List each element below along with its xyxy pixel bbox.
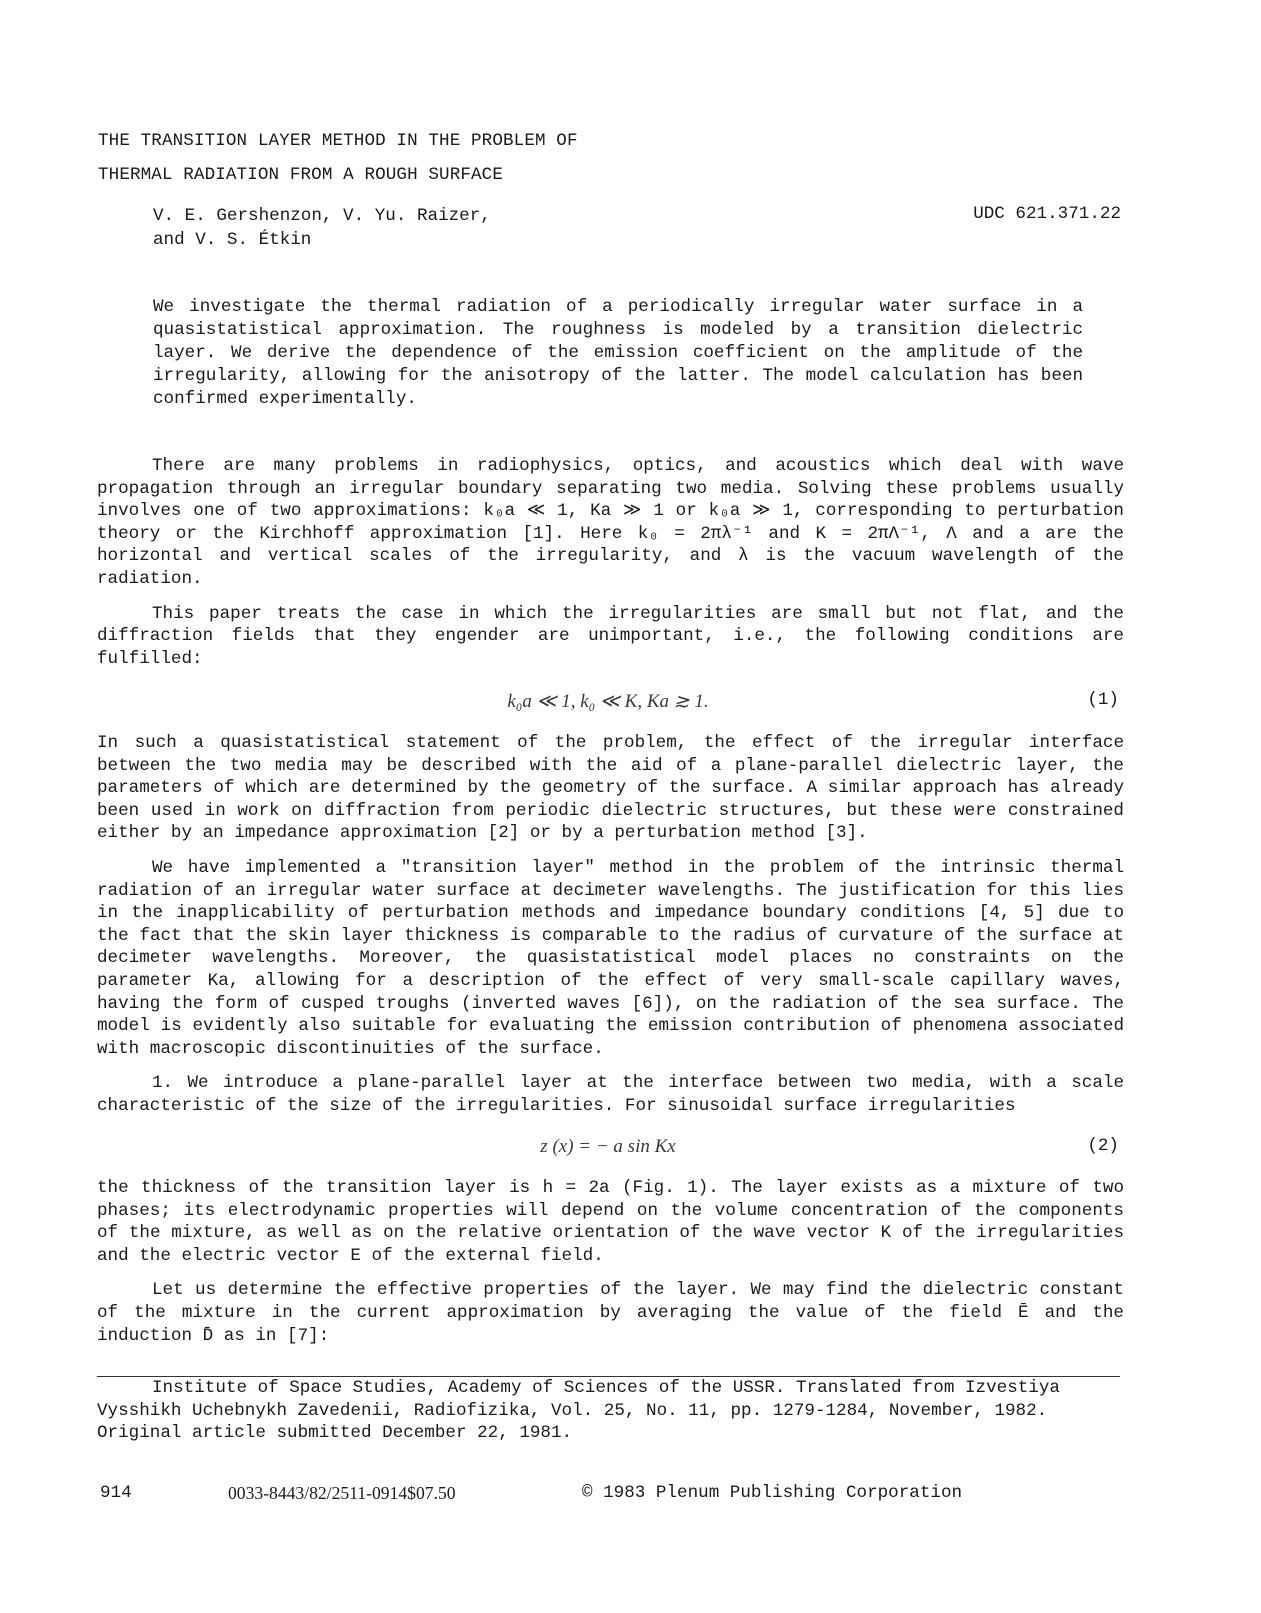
paragraph-scope: This paper treats the case in which the irregularities are small but not flat, and the diffraction fields that they engender are unimportant, i.e., the following conditions are fulfilled: bbox=[97, 603, 1124, 669]
body-section-layer bbox=[97, 1177, 1124, 1347]
paragraph-intro: There are many problems in radiophysics, optics, and acoustics which deal with wave propagation through an irregular boundary separating two media. Solving these problems usually involves one of two approximations: k₀a ≪ 1, Ka ≫ 1 or k₀a ≫ 1, corresponding to perturbation theory or the Kirchhoff approximation [1]. Here k₀ = 2πλ⁻¹ and K = 2πΛ⁻¹, Λ and a are the horizontal and vertical scales of the irregularity, and λ is the vacuum wavelength of the radiation. bbox=[97, 456, 1124, 589]
paragraph-effective-properties: Let us determine the effective properties of the layer. We may find the dielectric constant of the mixture in the current approximation by averaging the value of the field Ē and the induction D̄ as in [7]: bbox=[97, 1280, 1124, 1346]
footnote bbox=[97, 1377, 1124, 1445]
equation-2-number: (2) bbox=[1087, 1136, 1119, 1156]
equation-2-formula: z (x) = − a sin Kx bbox=[540, 1136, 676, 1157]
body-section-intro bbox=[97, 455, 1124, 670]
page-number: 914 bbox=[100, 1483, 132, 1503]
copyright-notice: © 1983 Plenum Publishing Corporation bbox=[582, 1483, 963, 1503]
udc-code: UDC 621.371.22 bbox=[973, 204, 1121, 224]
title-line-2: THERMAL RADIATION FROM A ROUGH SURFACE bbox=[98, 165, 504, 185]
equation-1-number: (1) bbox=[1087, 690, 1119, 710]
equation-1 bbox=[97, 690, 1119, 718]
title-line-1: THE TRANSITION LAYER METHOD IN THE PROBLEM OF bbox=[98, 131, 578, 151]
abstract: We investigate the thermal radiation of a periodically irregular water surface in a quasistatistical approximation. The roughness is modeled by a transition dielectric layer. We derive the dependence of the emission coefficient on the amplitude of the irregularity, allowing for the anisotropy of the latter. The model calculation has been confirmed experimentally. bbox=[153, 297, 1083, 409]
authors-line-2: and V. S. Étkin bbox=[153, 230, 312, 250]
paper-title bbox=[98, 124, 578, 192]
equation-1-formula: k₀a ≪ 1, k₀ ≪ K, Ka ≳ 1. bbox=[507, 691, 709, 712]
equation-2 bbox=[97, 1136, 1119, 1164]
authors-line-1: V. E. Gershenzon, V. Yu. Raizer, bbox=[153, 206, 491, 226]
publication-code: 0033-8443/82/2511-0914$07.50 bbox=[228, 1483, 456, 1503]
body-section-method bbox=[97, 732, 1124, 1118]
paragraph-section-1: 1. We introduce a plane-parallel layer at the interface between two media, with a scale characteristic of the size of the irregularities. For sinusoidal surface irregularities bbox=[97, 1073, 1124, 1116]
paragraph-implementation: We have implemented a "transition layer" method in the problem of the intrinsic thermal radiation of an irregular water surface at decimeter wavelengths. The justification for this lies in the inapplicability of perturbation methods and impedance boundary conditions [4, 5] due to the fact that the skin layer thickness is comparable to the radius of curvature of the surface at decimeter wavelengths. Moreover, the quasistatistical model places no constraints on the parameter Ka, allowing for a description of the effect of very small-scale capillary waves, having the form of cusped troughs (inverted waves [6]), on the radiation of the sea surface. The model is evidently also suitable for evaluating the emission contribution of phenomena associated with macroscopic discontinuities of the surface. bbox=[97, 857, 1124, 1059]
paragraph-quasistatistical: In such a quasistatistical statement of the problem, the effect of the irregular interface between the two media may be described with the aid of a plane-parallel dielectric layer, the parameters of which are determined by the geometry of the surface. A similar approach has already been used in work on diffraction from periodic dielectric structures, but these were constrained either by an impedance approximation [2] or by a perturbation method [3]. bbox=[97, 733, 1124, 844]
footnote-text: Institute of Space Studies, Academy of Sciences of the USSR. Translated from Izvestiya Vysshikh Uchebnykh Zavedenii, Radiofizika, Vol. 25, No. 11, pp. 1279-1284, November, 1982. Original article submitted December 22, 1981. bbox=[97, 1378, 1060, 1444]
paragraph-layer-thickness: the thickness of the transition layer is h = 2a (Fig. 1). The layer exists as a mixture of two phases; its electrodynamic properties will depend on the volume concentration of the components of the mixture, as well as on the relative orientation of the wave vector K of the irregularities and the electric vector E of the external field. bbox=[97, 1178, 1124, 1266]
authors bbox=[153, 204, 491, 252]
